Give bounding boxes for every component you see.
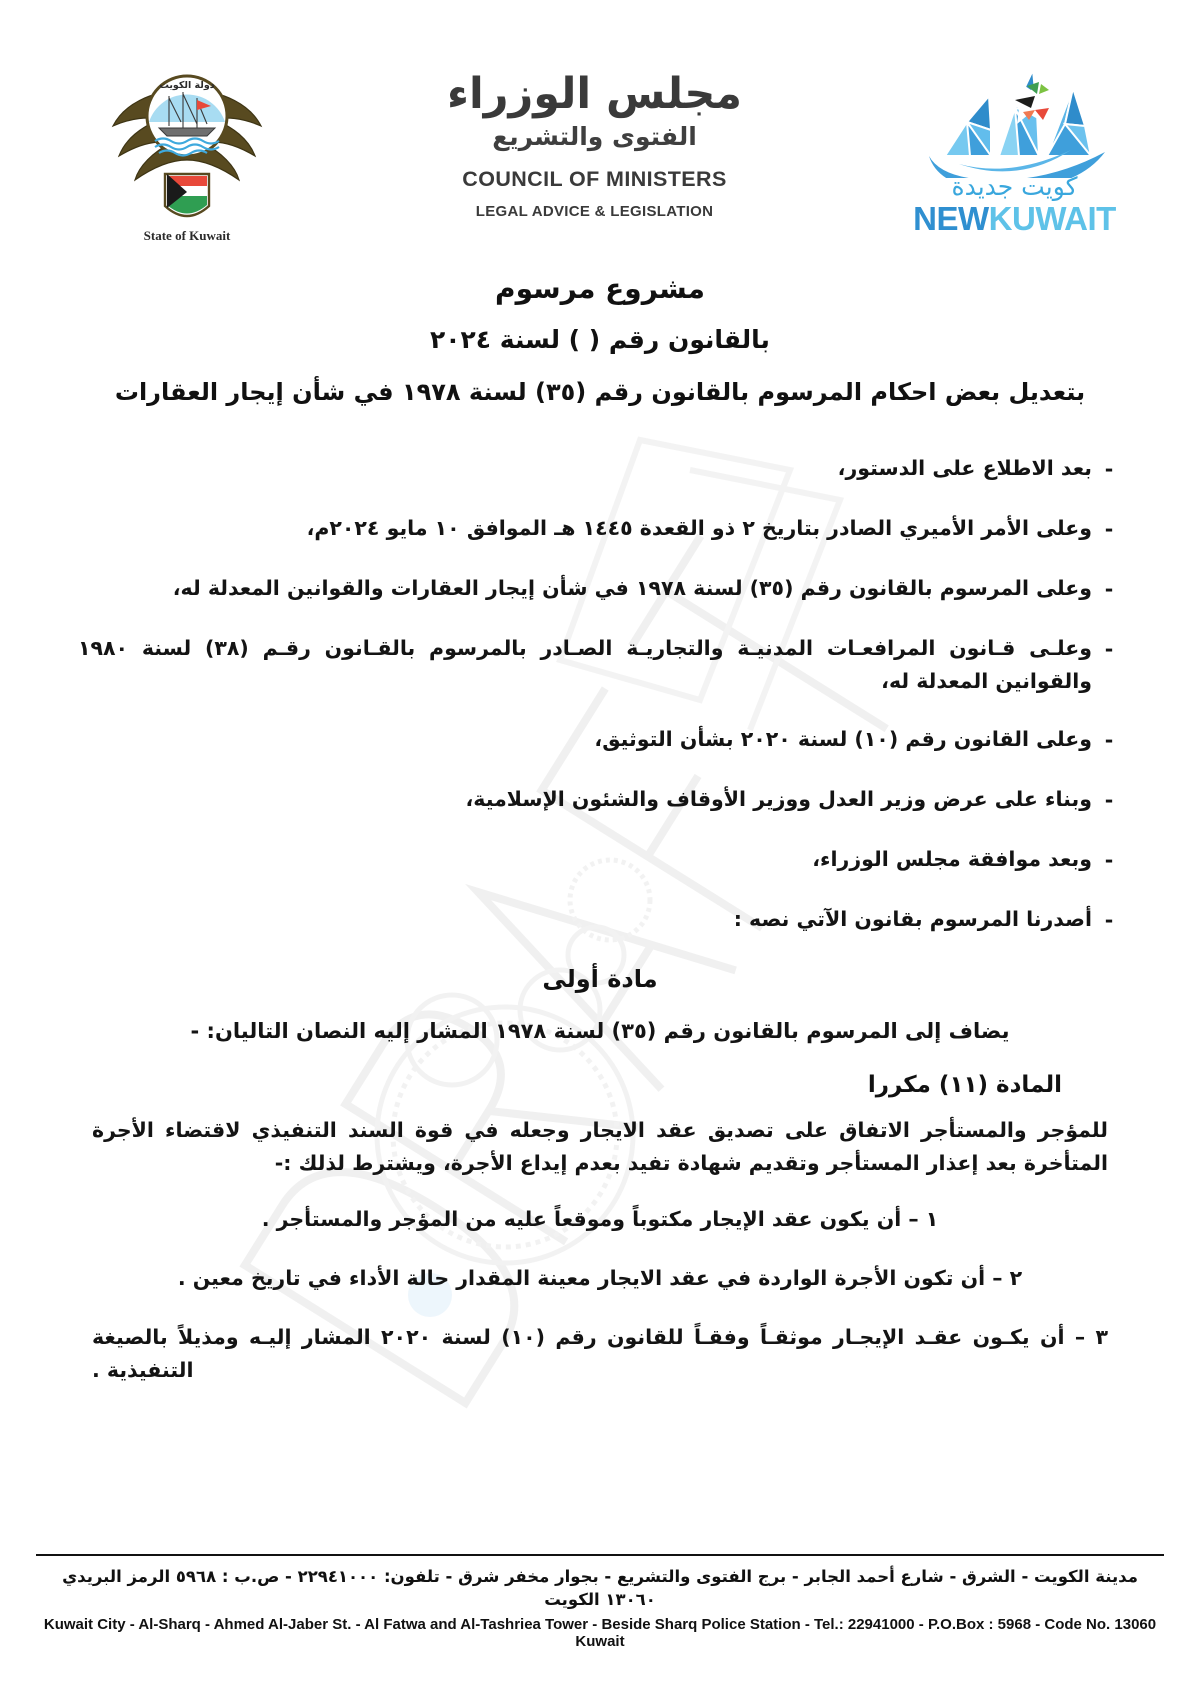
preamble-text: أصدرنا المرسوم بقانون الآتي نصه : bbox=[733, 906, 1092, 931]
preamble-item bbox=[78, 452, 1122, 486]
new-kuwait-logo bbox=[907, 44, 1122, 238]
preamble-text: وعلى المرسوم بالقانون رقم (٣٥) لسنة ١٩٧٨ في شأن إيجار العقارات والقوانين المعدلة له، bbox=[172, 575, 1092, 600]
title-law-number: بالقانون رقم ( ) لسنة ٢٠٢٤ bbox=[430, 325, 770, 354]
article-11-bis-heading: المادة (١١) مكررا bbox=[867, 1072, 1062, 1099]
kuwait-state-emblem bbox=[92, 44, 282, 248]
preamble-item bbox=[78, 632, 1122, 698]
preamble-text: وبناء على عرض وزير العدل ووزير الأوقاف والشئون الإسلامية، bbox=[465, 787, 1092, 812]
dhow-sail-icon bbox=[915, 60, 1115, 178]
preamble-item bbox=[78, 512, 1122, 546]
preamble-text: وعلى القانون رقم (١٠) لسنة ٢٠٢٠ بشأن التوثيق، bbox=[594, 727, 1092, 752]
emblem-caption-en: State of Kuwait bbox=[143, 228, 231, 243]
article-one-heading: مادة أولى bbox=[542, 964, 658, 993]
article-one-body: يضاف إلى المرسوم بالقانون رقم (٣٥) لسنة ١٩٧٨ المشار إليه النصان التاليان: - bbox=[190, 1018, 1010, 1043]
preamble-item bbox=[78, 903, 1122, 937]
newkuwait-word-kuwait: KUWAIT bbox=[988, 200, 1116, 237]
org-name-english: COUNCIL OF MINISTERS bbox=[462, 167, 727, 192]
preamble-text: وبعد موافقة مجلس الوزراء، bbox=[812, 846, 1092, 871]
preamble-dash: - bbox=[1104, 517, 1114, 542]
footer-divider bbox=[36, 1554, 1164, 1556]
preamble-dash: - bbox=[1104, 788, 1114, 813]
title-subject: بتعديل بعض احكام المرسوم بالقانون رقم (٣٥) لسنة ١٩٧٨ في شأن إيجار العقارات bbox=[114, 378, 1086, 406]
preamble-item bbox=[78, 572, 1122, 606]
org-dept-arabic: الفتوى والتشريع bbox=[492, 122, 697, 152]
article-11-bis-body: للمؤجر والمستأجر الاتفاق على تصديق عقد الايجار وجعله في قوة السند التنفيذي لاقتضاء الأجرة المتأخرة بعد إعذار المستأجر وتقديم شهادة تفيد بعدم إيداع الأجرة، ويشترط لذلك :- bbox=[92, 1118, 1108, 1176]
conditions-list bbox=[78, 1203, 1122, 1388]
condition-item: ٣ – أن يكـون عقـد الإيجـار موثقـاً وفقـاً للقانون رقم (١٠) لسنة ٢٠٢٠ المشار إليـه ومذيلاً بالصيغة التنفيذية . bbox=[92, 1324, 1108, 1383]
newkuwait-word-new: NEW bbox=[913, 200, 989, 237]
preamble-dash: - bbox=[1104, 907, 1114, 932]
state-emblem-icon bbox=[97, 48, 277, 248]
preamble-dash: - bbox=[1104, 576, 1114, 601]
newkuwait-arabic: كويت جديدة bbox=[951, 172, 1078, 201]
document-footer bbox=[0, 1554, 1200, 1650]
preamble-dash: - bbox=[1104, 636, 1114, 661]
condition-item: ٢ – أن تكون الأجرة الواردة في عقد الايجار معينة المقدار حالة الأداء في تاريخ معين . bbox=[177, 1265, 1023, 1290]
preamble-text: وعلى الأمر الأميري الصادر بتاريخ ٢ ذو القعدة ١٤٤٥ هـ الموافق ١٠ مايو ٢٠٢٤م، bbox=[306, 516, 1092, 541]
footer-address-arabic: مدينة الكويت - الشرق - شارع أحمد الجابر - برج الفتوى والتشريع - بجوار مخفر شرق - تلفون: ٢٢٩٤١٠٠٠ - ص.ب : ٥٩٦٨ الرمز البريدي ١٣٠٦٠ الكويت bbox=[62, 1566, 1138, 1609]
document-header bbox=[0, 0, 1200, 250]
preamble-list bbox=[78, 452, 1122, 936]
preamble-dash: - bbox=[1104, 847, 1114, 872]
newkuwait-english bbox=[913, 200, 1116, 238]
condition-item: ١ – أن يكون عقد الإيجار مكتوباً وموقعاً عليه من المؤجر والمستأجر . bbox=[261, 1206, 939, 1231]
footer-address-english: Kuwait City - Al-Sharq - Ahmed Al-Jaber St. - Al Fatwa and Al-Tashriea Tower - Beside Sharq Police Station - Tel.: 22941000 - P.O.Box : 5968 - Code No. 13060 Kuwait bbox=[43, 1616, 1157, 1650]
organisation-title-block bbox=[282, 44, 907, 220]
preamble-dash: - bbox=[1104, 728, 1114, 753]
preamble-item bbox=[78, 783, 1122, 817]
preamble-dash: - bbox=[1104, 457, 1114, 482]
org-name-arabic: مجلس الوزراء bbox=[447, 69, 742, 119]
preamble-item bbox=[78, 723, 1122, 757]
org-dept-english: LEGAL ADVICE & LEGISLATION bbox=[475, 203, 714, 221]
title-draft-decree: مشروع مرسوم bbox=[495, 272, 705, 305]
preamble-text: بعد الاطلاع على الدستور، bbox=[837, 456, 1092, 481]
preamble-item bbox=[78, 843, 1122, 877]
document-body bbox=[0, 272, 1200, 1387]
svg-text:دولة الكويت: دولة الكويت bbox=[159, 80, 215, 91]
preamble-text: وعلـى قـانون المرافعـات المدنيـة والتجاريـة الصـادر بالمرسوم بالقـانون رقـم (٣٨) لسنة ١٩٨٠ والقوانين المعدلة له، bbox=[78, 635, 1092, 693]
